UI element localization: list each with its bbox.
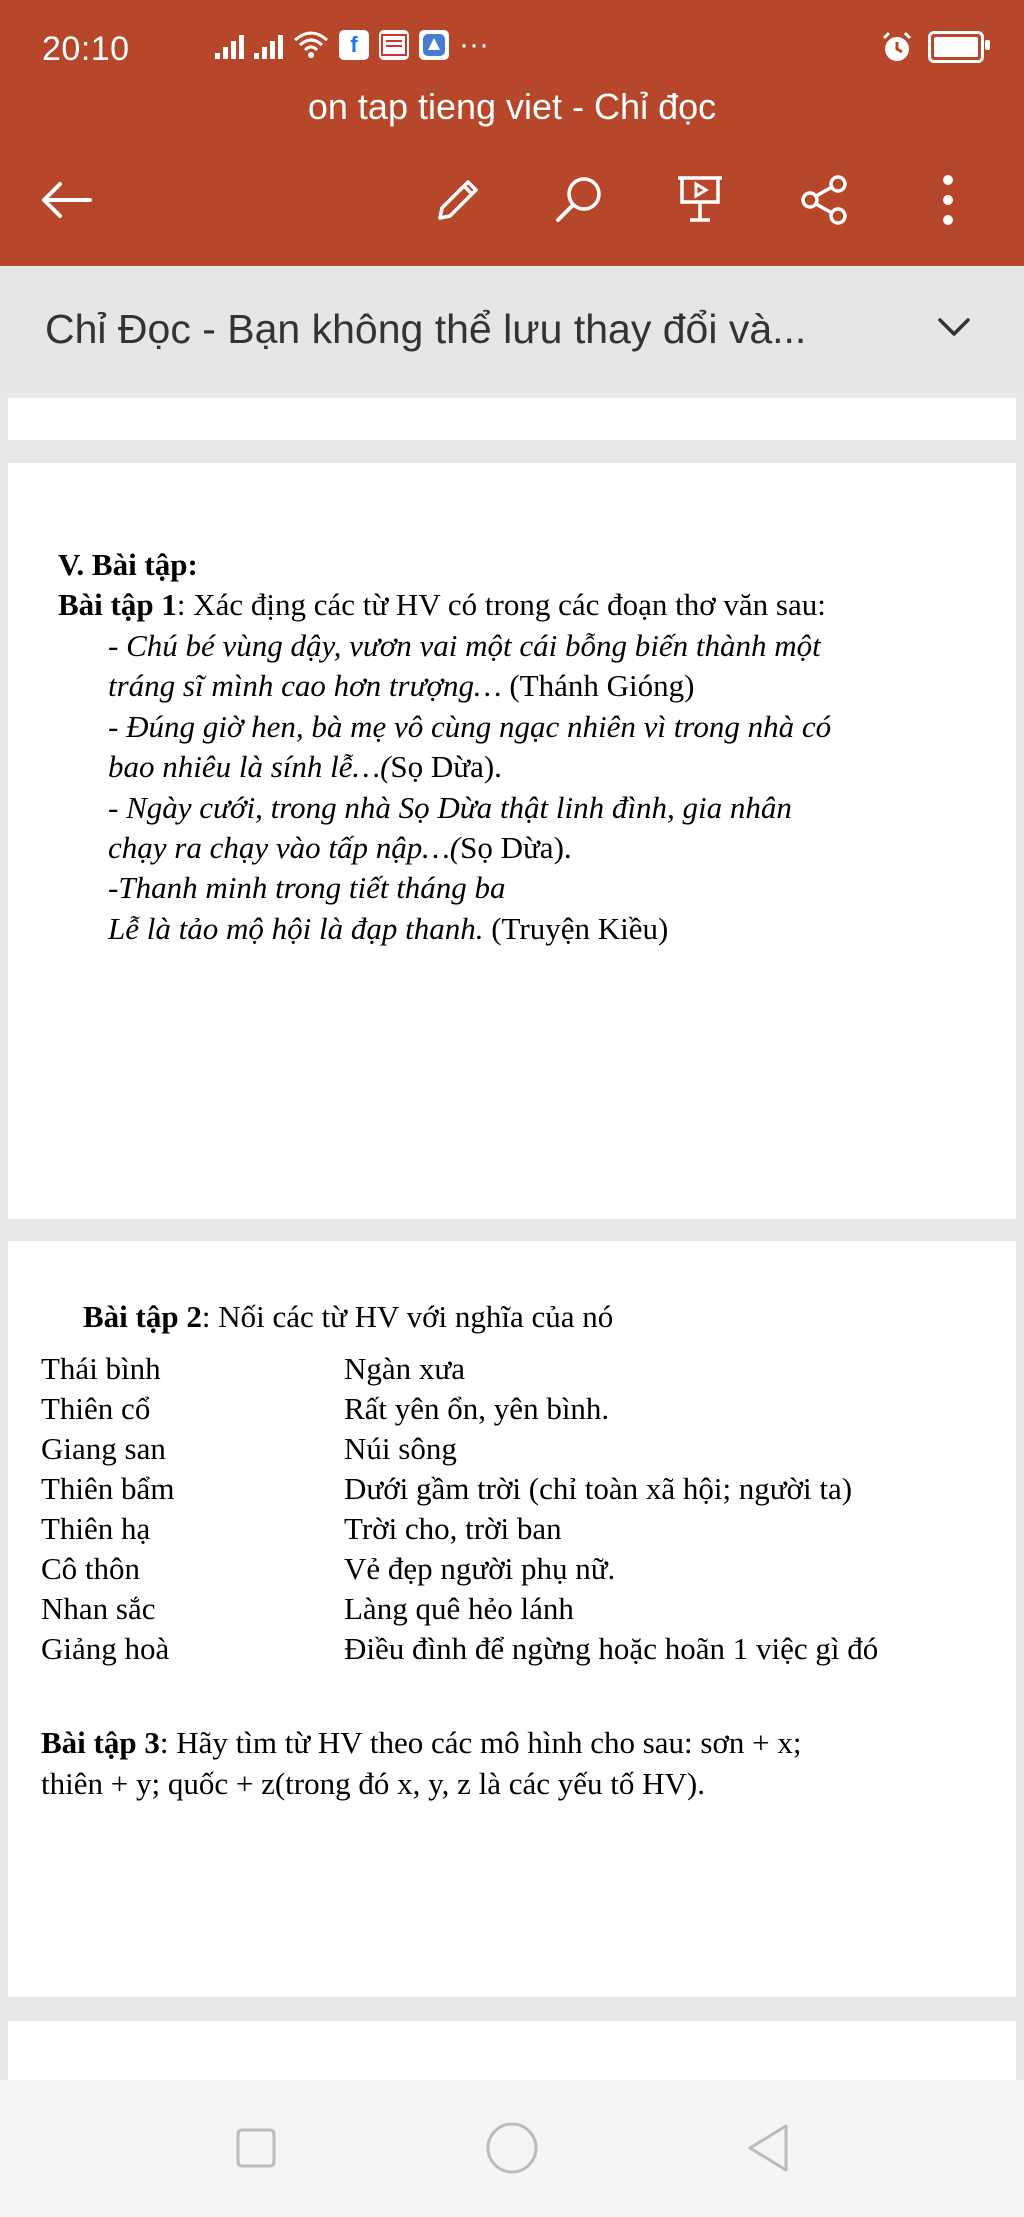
term-cell: Thiên bẩm — [41, 1471, 175, 1506]
previous-page-tail — [8, 398, 1016, 440]
text-line: - Chú bé vùng dậy, vươn vai một cái bỗng biến thành một — [108, 628, 821, 663]
document-title: on tap tieng viet - Chỉ đọc — [307, 86, 717, 127]
home-button[interactable] — [480, 2116, 544, 2180]
more-vertical-icon — [938, 172, 958, 228]
meaning-cell: Núi sông — [344, 1431, 457, 1466]
more-notifications-indicator: ··· — [459, 28, 489, 61]
section-heading: V. Bài tập: — [58, 547, 198, 582]
meaning-cell: Ngàn xưa — [344, 1351, 465, 1386]
term-cell: Giang san — [41, 1431, 166, 1466]
terms-column — [41, 1349, 174, 1669]
text-line: chạy ra chạy vào tấp nập…(Sọ Dừa). — [108, 830, 572, 865]
text-line: -Thanh minh trong tiết tháng ba — [108, 870, 506, 905]
text-line: - Ngày cưới, trong nhà Sọ Dừa thật linh đình, gia nhân — [108, 790, 792, 825]
term-cell: Thái bình — [41, 1351, 161, 1386]
alarm-icon — [880, 30, 914, 64]
expand-banner-button[interactable] — [934, 306, 974, 351]
text-line: bao nhiêu là sính lễ…(Sọ Dừa). — [108, 749, 502, 784]
app-icon — [419, 30, 449, 60]
news-app-icon — [379, 30, 409, 60]
meaning-cell: Rất yên ổn, yên bình. — [344, 1391, 610, 1426]
system-nav-bar — [0, 2080, 1024, 2217]
text-line: - Đúng giờ hen, bà mẹ vô cùng ngạc nhiên vì trong nhà có — [108, 709, 832, 744]
term-cell: Thiên hạ — [41, 1511, 151, 1546]
meaning-cell: Điều đình để ngừng hoặc hoãn 1 việc gì đó — [344, 1631, 879, 1666]
banner-text: Chỉ Đọc - Bạn không thể lưu thay đổi và... — [45, 306, 807, 352]
meanings-column — [344, 1349, 878, 1669]
back-arrow-icon — [38, 180, 94, 220]
facebook-icon: f — [339, 30, 369, 60]
app-header — [0, 0, 1024, 266]
text-line: thiên + y; quốc + z(trong đó x, y, z là các yếu tố HV). — [41, 1766, 705, 1801]
share-icon — [796, 172, 852, 228]
term-cell: Thiên cổ — [41, 1391, 151, 1426]
edit-button[interactable] — [418, 160, 498, 240]
exercise-2-title: Bài tập 2: Nối các từ HV với nghĩa của nó — [83, 1299, 614, 1334]
circle-icon — [484, 2120, 540, 2176]
term-cell: Giảng hoà — [41, 1631, 170, 1666]
square-icon — [234, 2126, 278, 2170]
triangle-back-icon — [744, 2122, 792, 2174]
search-icon — [552, 172, 608, 228]
status-time: 20:10 — [42, 30, 130, 68]
meaning-cell: Trời cho, trời ban — [344, 1511, 562, 1546]
signal-icon — [215, 31, 244, 59]
document-page-2 — [8, 1241, 1016, 1997]
recents-button[interactable] — [224, 2116, 288, 2180]
document-page-1 — [8, 463, 1016, 1219]
more-options-button[interactable] — [908, 160, 988, 240]
read-only-banner[interactable] — [0, 266, 1024, 393]
text-line: tráng sĩ mình cao hơn trượng… (Thánh Gióng) — [108, 668, 695, 703]
signal-icon-2 — [254, 31, 283, 59]
pencil-icon — [432, 174, 484, 226]
meaning-cell: Dưới gầm trời (chỉ toàn xã hội; người ta) — [344, 1471, 853, 1506]
chevron-down-icon — [934, 306, 974, 346]
status-icons — [215, 28, 489, 62]
exercise-3-title: Bài tập 3: Hãy tìm từ HV theo các mô hình cho sau: sơn + x; — [41, 1725, 802, 1760]
toolbar — [0, 160, 1024, 240]
wifi-icon — [293, 30, 329, 60]
text-line: Lễ là tảo mộ hội là đạp thanh. (Truyện Kiều) — [108, 911, 669, 946]
back-button[interactable] — [26, 160, 106, 240]
term-cell: Nhan sắc — [41, 1591, 156, 1626]
exercise-1-title: Bài tập 1: Xác địng các từ HV có trong các đoạn thơ văn sau: — [58, 587, 826, 622]
battery-icon — [928, 31, 984, 63]
share-button[interactable] — [784, 160, 864, 240]
presentation-icon — [672, 172, 728, 228]
meaning-cell: Làng quê hẻo lánh — [344, 1591, 574, 1626]
present-button[interactable] — [660, 160, 740, 240]
status-right — [880, 30, 984, 64]
term-cell: Cô thôn — [41, 1551, 141, 1586]
back-nav-button[interactable] — [736, 2116, 800, 2180]
search-button[interactable] — [540, 160, 620, 240]
meaning-cell: Vẻ đẹp người phụ nữ. — [344, 1551, 616, 1586]
